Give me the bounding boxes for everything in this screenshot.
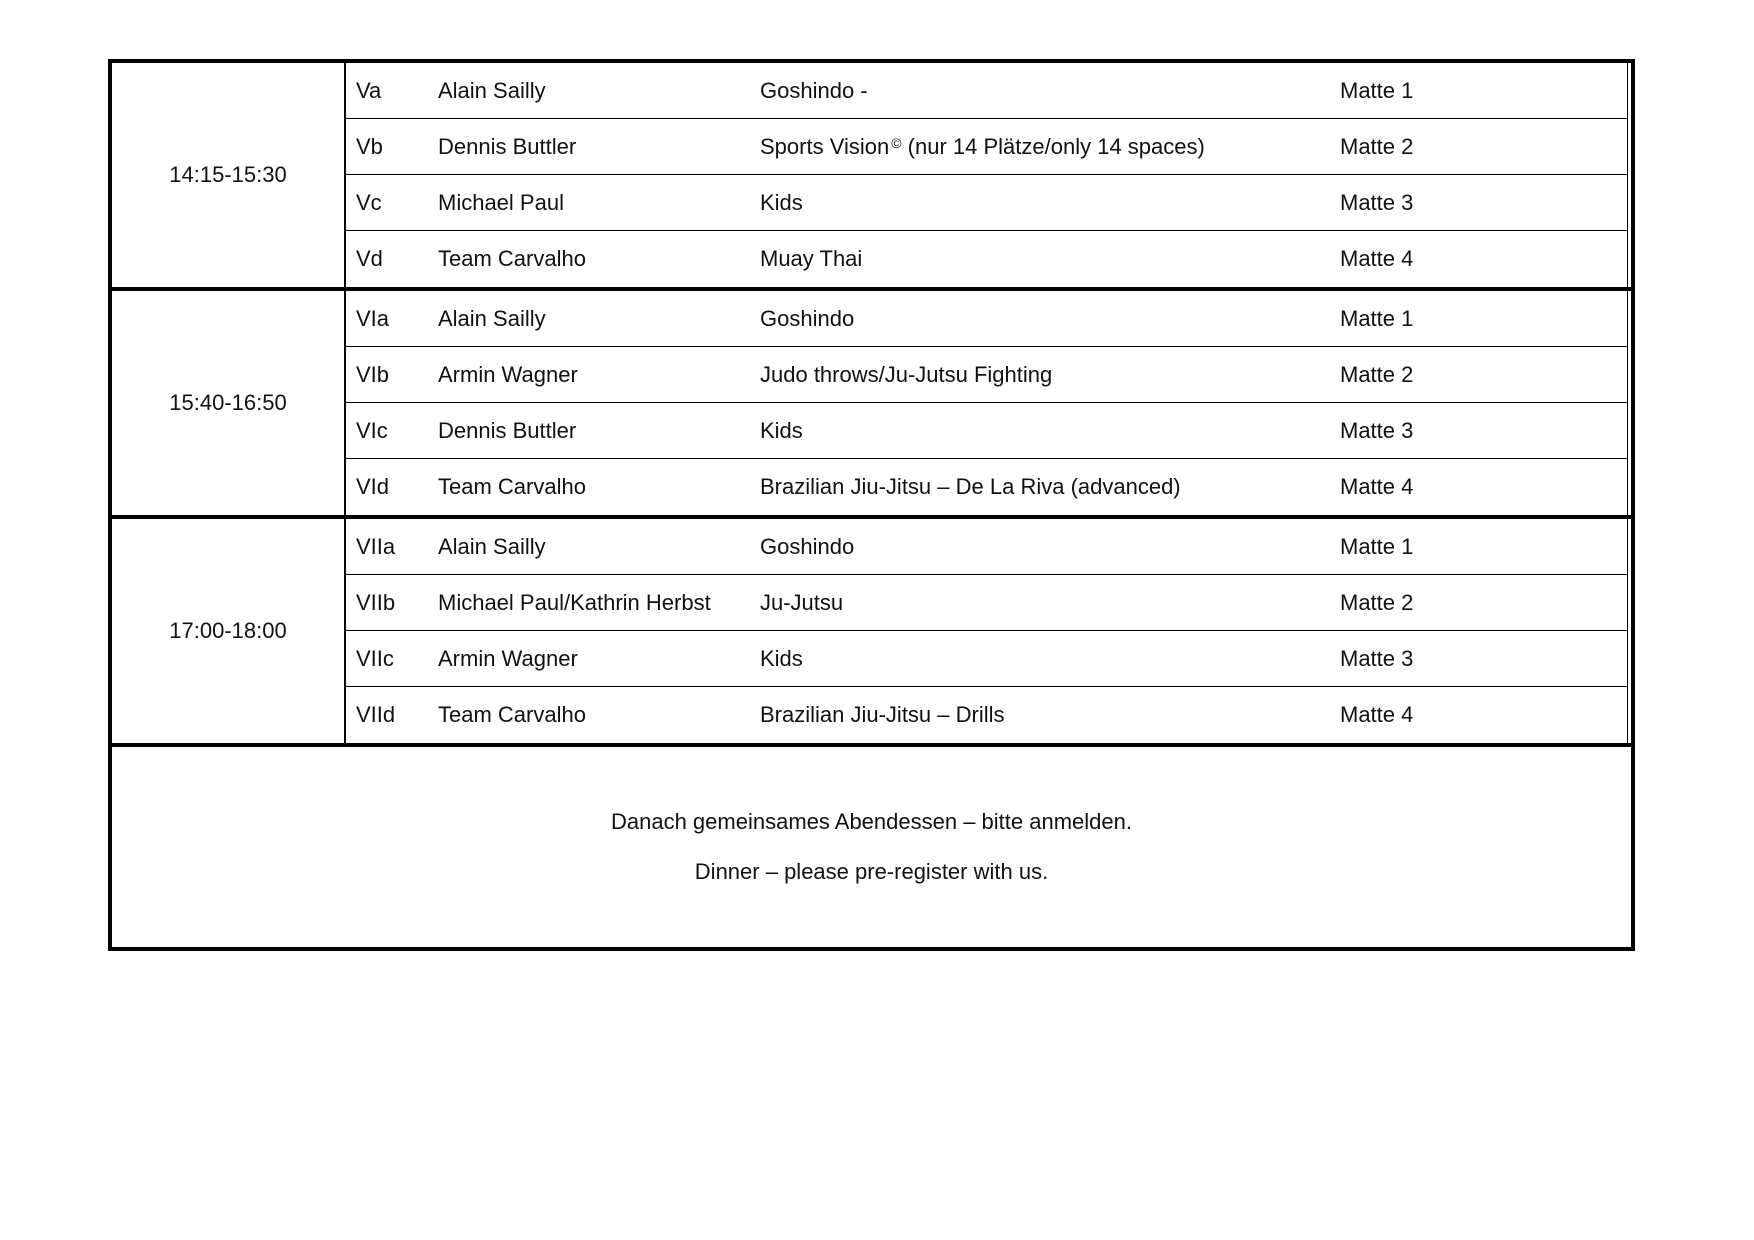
copyright-mark: © (891, 134, 902, 151)
class-name: Goshindo - (760, 77, 868, 103)
class-title: Sports Vision (760, 133, 890, 159)
mat-label: Matte 2 (1340, 589, 1414, 615)
session-code: VIId (356, 702, 396, 727)
table-row (346, 687, 1628, 743)
coach-name: Armin Wagner (438, 645, 578, 671)
class-name: Brazilian Jiu-Jitsu – De La Riva (advanced) (760, 474, 1181, 499)
class-name: Judo throws/Ju-Jutsu Fighting (760, 361, 1053, 387)
coach-name: Team Carvalho (438, 474, 586, 499)
table-row (346, 231, 1628, 287)
class-note: (nur 14 Plätze/only 14 spaces) (901, 133, 1205, 159)
coach-name: Alain Sailly (438, 77, 546, 103)
time-slot: 17:00-18:00 (112, 519, 346, 743)
class-name: Kids (760, 645, 803, 671)
class-name: Kids (760, 189, 803, 215)
class-name: Ju-Jutsu (760, 589, 844, 615)
mat-label: Matte 2 (1340, 361, 1414, 387)
schedule-table (108, 59, 1635, 951)
mat-label: Matte 3 (1340, 645, 1414, 671)
class-name: Kids (760, 417, 803, 443)
table-row (346, 119, 1628, 175)
session-code: VIIa (356, 533, 396, 559)
session-code: Va (356, 77, 382, 103)
mat-label: Matte 4 (1340, 702, 1414, 727)
coach-name: Alain Sailly (438, 305, 546, 331)
table-row (346, 291, 1628, 347)
table-row (346, 347, 1628, 403)
session-code: VIa (356, 305, 390, 331)
class-name: Brazilian Jiu-Jitsu – Drills (760, 702, 1005, 727)
coach-name: Team Carvalho (438, 702, 586, 727)
coach-name: Dennis Buttler (438, 133, 577, 159)
table-row (346, 63, 1628, 119)
session-code: VIc (356, 417, 388, 443)
mat-label: Matte 1 (1340, 77, 1414, 103)
dinner-note (108, 743, 1635, 951)
coach-name: Alain Sailly (438, 533, 546, 559)
session-code: VIIb (356, 589, 396, 615)
table-row (346, 403, 1628, 459)
class-name: Goshindo (760, 533, 855, 559)
coach-name: Dennis Buttler (438, 417, 577, 443)
table-row (346, 631, 1628, 687)
time-slot: 15:40-16:50 (112, 291, 346, 515)
coach-name: Michael Paul/Kathrin Herbst (438, 589, 711, 615)
class-name: Muay Thai (760, 246, 863, 271)
session-code: VIb (356, 361, 390, 387)
class-name: Goshindo (760, 305, 855, 331)
session-code: VIIc (356, 645, 394, 671)
session-code: Vb (356, 133, 383, 159)
time-block (108, 59, 1635, 287)
mat-label: Matte 1 (1340, 533, 1414, 559)
session-code: VId (356, 474, 390, 499)
session-code: Vd (356, 246, 383, 271)
dinner-note-german: Danach gemeinsames Abendessen – bitte anmelden. (610, 809, 1132, 834)
class-name (760, 134, 1340, 160)
time-block (108, 287, 1635, 515)
dinner-note-english: Dinner – please pre-register with us. (694, 859, 1049, 884)
mat-label: Matte 1 (1340, 305, 1414, 331)
session-code: Vc (356, 189, 382, 215)
mat-label: Matte 4 (1340, 474, 1414, 499)
time-slot: 14:15-15:30 (112, 63, 346, 287)
mat-label: Matte 3 (1340, 189, 1414, 215)
mat-label: Matte 3 (1340, 417, 1414, 443)
coach-name: Team Carvalho (438, 246, 586, 271)
time-block (108, 515, 1635, 743)
table-row (346, 519, 1628, 575)
mat-label: Matte 2 (1340, 133, 1414, 159)
table-row (346, 175, 1628, 231)
coach-name: Michael Paul (438, 189, 564, 215)
mat-label: Matte 4 (1340, 246, 1414, 271)
table-row (346, 459, 1628, 515)
coach-name: Armin Wagner (438, 361, 578, 387)
table-row (346, 575, 1628, 631)
